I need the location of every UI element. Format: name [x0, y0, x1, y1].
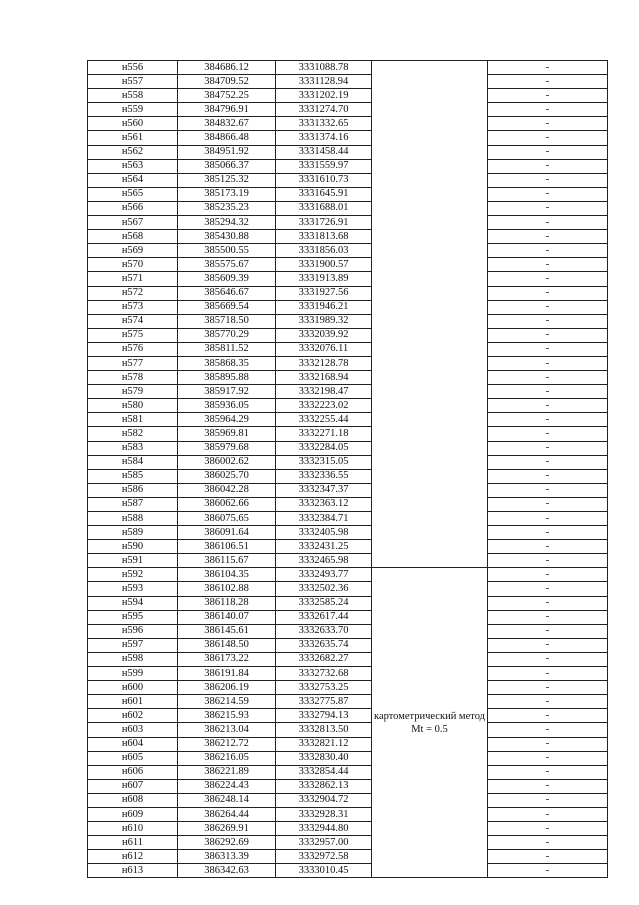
note-cell: -	[488, 765, 608, 779]
x-coordinate-cell: 385895.88	[178, 371, 276, 385]
x-coordinate-cell: 386062.66	[178, 497, 276, 511]
x-coordinate-cell: 385718.50	[178, 314, 276, 328]
note-cell: -	[488, 286, 608, 300]
table-row	[88, 328, 608, 342]
note-cell: -	[488, 61, 608, 75]
x-coordinate-cell: 386002.62	[178, 455, 276, 469]
y-coordinate-cell: 3332775.87	[276, 695, 372, 709]
table-row	[88, 568, 608, 582]
y-coordinate-cell: 3331900.57	[276, 258, 372, 272]
note-cell: -	[488, 342, 608, 356]
y-coordinate-cell: 3332821.12	[276, 737, 372, 751]
table-row	[88, 187, 608, 201]
x-coordinate-cell: 385235.23	[178, 201, 276, 215]
point-id-cell: н613	[88, 864, 178, 878]
note-cell: -	[488, 103, 608, 117]
y-coordinate-cell: 3332972.58	[276, 850, 372, 864]
table-row	[88, 75, 608, 89]
table-row	[88, 709, 608, 723]
note-cell: -	[488, 258, 608, 272]
table-row	[88, 230, 608, 244]
table-row	[88, 667, 608, 681]
table-row	[88, 596, 608, 610]
x-coordinate-cell: 386118.28	[178, 596, 276, 610]
table-row	[88, 554, 608, 568]
x-coordinate-cell: 385575.67	[178, 258, 276, 272]
point-id-cell: н559	[88, 103, 178, 117]
x-coordinate-cell: 386264.44	[178, 807, 276, 821]
note-cell: -	[488, 413, 608, 427]
table-row	[88, 300, 608, 314]
table-row	[88, 610, 608, 624]
table-row	[88, 89, 608, 103]
table-row	[88, 526, 608, 540]
x-coordinate-cell: 385770.29	[178, 328, 276, 342]
y-coordinate-cell: 3332928.31	[276, 807, 372, 821]
y-coordinate-cell: 3332128.78	[276, 356, 372, 370]
point-id-cell: н606	[88, 765, 178, 779]
y-coordinate-cell: 3332284.05	[276, 441, 372, 455]
y-coordinate-cell: 3332502.36	[276, 582, 372, 596]
table-row	[88, 131, 608, 145]
y-coordinate-cell: 3331927.56	[276, 286, 372, 300]
y-coordinate-cell: 3332039.92	[276, 328, 372, 342]
x-coordinate-cell: 386214.59	[178, 695, 276, 709]
point-id-cell: н576	[88, 342, 178, 356]
table-row	[88, 399, 608, 413]
note-cell: -	[488, 371, 608, 385]
y-coordinate-cell: 3332347.37	[276, 483, 372, 497]
note-cell: -	[488, 89, 608, 103]
point-id-cell: н574	[88, 314, 178, 328]
x-coordinate-cell: 386313.39	[178, 850, 276, 864]
note-cell: -	[488, 624, 608, 638]
table-row	[88, 779, 608, 793]
y-coordinate-cell: 3331274.70	[276, 103, 372, 117]
point-id-cell: н611	[88, 836, 178, 850]
table-row	[88, 737, 608, 751]
y-coordinate-cell: 3331088.78	[276, 61, 372, 75]
x-coordinate-cell: 386115.67	[178, 554, 276, 568]
note-cell: -	[488, 751, 608, 765]
note-cell: -	[488, 554, 608, 568]
note-cell: -	[488, 300, 608, 314]
x-coordinate-cell: 385979.68	[178, 441, 276, 455]
note-cell: -	[488, 455, 608, 469]
y-coordinate-cell: 3332315.05	[276, 455, 372, 469]
point-id-cell: н565	[88, 187, 178, 201]
x-coordinate-cell: 386091.64	[178, 526, 276, 540]
point-id-cell: н592	[88, 568, 178, 582]
y-coordinate-cell: 3331374.16	[276, 131, 372, 145]
note-cell: -	[488, 272, 608, 286]
table-row	[88, 695, 608, 709]
y-coordinate-cell: 3331688.01	[276, 201, 372, 215]
point-id-cell: н581	[88, 413, 178, 427]
y-coordinate-cell: 3331610.73	[276, 173, 372, 187]
note-cell: -	[488, 356, 608, 370]
table-row	[88, 681, 608, 695]
x-coordinate-cell: 385125.32	[178, 173, 276, 187]
note-cell: -	[488, 131, 608, 145]
y-coordinate-cell: 3331726.91	[276, 216, 372, 230]
y-coordinate-cell: 3331645.91	[276, 187, 372, 201]
table-row	[88, 765, 608, 779]
y-coordinate-cell: 3332854.44	[276, 765, 372, 779]
note-cell: -	[488, 216, 608, 230]
point-id-cell: н571	[88, 272, 178, 286]
table-row	[88, 624, 608, 638]
point-id-cell: н589	[88, 526, 178, 540]
table-row	[88, 173, 608, 187]
table-row	[88, 258, 608, 272]
table-row	[88, 540, 608, 554]
x-coordinate-cell: 386213.04	[178, 723, 276, 737]
note-cell: -	[488, 385, 608, 399]
x-coordinate-cell: 385868.35	[178, 356, 276, 370]
y-coordinate-cell: 3332405.98	[276, 526, 372, 540]
note-cell: -	[488, 441, 608, 455]
table-row	[88, 455, 608, 469]
y-coordinate-cell: 3333010.45	[276, 864, 372, 878]
y-coordinate-cell: 3332633.70	[276, 624, 372, 638]
point-id-cell: н579	[88, 385, 178, 399]
table-row	[88, 103, 608, 117]
point-id-cell: н588	[88, 512, 178, 526]
note-cell: -	[488, 314, 608, 328]
point-id-cell: н585	[88, 469, 178, 483]
y-coordinate-cell: 3331813.68	[276, 230, 372, 244]
table-row	[88, 61, 608, 75]
note-cell: -	[488, 723, 608, 737]
note-cell: -	[488, 582, 608, 596]
table-row	[88, 483, 608, 497]
table-row	[88, 371, 608, 385]
note-cell: -	[488, 512, 608, 526]
table-row	[88, 469, 608, 483]
y-coordinate-cell: 3332198.47	[276, 385, 372, 399]
point-id-cell: н591	[88, 554, 178, 568]
x-coordinate-cell: 386342.63	[178, 864, 276, 878]
y-coordinate-cell: 3332363.12	[276, 497, 372, 511]
table-row	[88, 652, 608, 666]
table-row	[88, 497, 608, 511]
x-coordinate-cell: 384866.48	[178, 131, 276, 145]
point-id-cell: н568	[88, 230, 178, 244]
x-coordinate-cell: 385500.55	[178, 244, 276, 258]
point-id-cell: н587	[88, 497, 178, 511]
note-cell: -	[488, 807, 608, 821]
y-coordinate-cell: 3332223.02	[276, 399, 372, 413]
y-coordinate-cell: 3332944.80	[276, 822, 372, 836]
point-id-cell: н594	[88, 596, 178, 610]
point-id-cell: н578	[88, 371, 178, 385]
note-cell: -	[488, 117, 608, 131]
note-cell: -	[488, 526, 608, 540]
y-coordinate-cell: 3332794.13	[276, 709, 372, 723]
note-cell: -	[488, 596, 608, 610]
point-id-cell: н561	[88, 131, 178, 145]
x-coordinate-cell: 385294.32	[178, 216, 276, 230]
table-row	[88, 822, 608, 836]
x-coordinate-cell: 386224.43	[178, 779, 276, 793]
note-cell: -	[488, 695, 608, 709]
table-row	[88, 145, 608, 159]
y-coordinate-cell: 3332957.00	[276, 836, 372, 850]
point-id-cell: н610	[88, 822, 178, 836]
y-coordinate-cell: 3332830.40	[276, 751, 372, 765]
x-coordinate-cell: 385964.29	[178, 413, 276, 427]
x-coordinate-cell: 385917.92	[178, 385, 276, 399]
point-id-cell: н572	[88, 286, 178, 300]
note-cell: -	[488, 201, 608, 215]
point-id-cell: н567	[88, 216, 178, 230]
y-coordinate-cell: 3332732.68	[276, 667, 372, 681]
point-id-cell: н609	[88, 807, 178, 821]
note-cell: -	[488, 399, 608, 413]
point-id-cell: н602	[88, 709, 178, 723]
note-cell: -	[488, 230, 608, 244]
x-coordinate-cell: 384709.52	[178, 75, 276, 89]
point-id-cell: н608	[88, 793, 178, 807]
point-id-cell: н575	[88, 328, 178, 342]
x-coordinate-cell: 386042.28	[178, 483, 276, 497]
y-coordinate-cell: 3331128.94	[276, 75, 372, 89]
x-coordinate-cell: 385609.39	[178, 272, 276, 286]
y-coordinate-cell: 3332168.94	[276, 371, 372, 385]
x-coordinate-cell: 386269.91	[178, 822, 276, 836]
x-coordinate-cell: 386212.72	[178, 737, 276, 751]
x-coordinate-cell: 386102.88	[178, 582, 276, 596]
note-cell: -	[488, 568, 608, 582]
y-coordinate-cell: 3332465.98	[276, 554, 372, 568]
point-id-cell: н558	[88, 89, 178, 103]
x-coordinate-cell: 385811.52	[178, 342, 276, 356]
x-coordinate-cell: 385173.19	[178, 187, 276, 201]
coordinates-table-body	[88, 61, 608, 878]
table-row	[88, 272, 608, 286]
point-id-cell: н564	[88, 173, 178, 187]
y-coordinate-cell: 3332271.18	[276, 427, 372, 441]
x-coordinate-cell: 385430.88	[178, 230, 276, 244]
y-coordinate-cell: 3332813.50	[276, 723, 372, 737]
note-cell: -	[488, 540, 608, 554]
table-row	[88, 850, 608, 864]
table-row	[88, 427, 608, 441]
point-id-cell: н566	[88, 201, 178, 215]
point-id-cell: н595	[88, 610, 178, 624]
y-coordinate-cell: 3332585.24	[276, 596, 372, 610]
note-cell: -	[488, 483, 608, 497]
point-id-cell: н556	[88, 61, 178, 75]
table-row	[88, 793, 608, 807]
note-cell: -	[488, 145, 608, 159]
table-row	[88, 385, 608, 399]
point-id-cell: н584	[88, 455, 178, 469]
y-coordinate-cell: 3332682.27	[276, 652, 372, 666]
x-coordinate-cell: 386075.65	[178, 512, 276, 526]
point-id-cell: н557	[88, 75, 178, 89]
table-row	[88, 638, 608, 652]
point-id-cell: н560	[88, 117, 178, 131]
table-row	[88, 244, 608, 258]
y-coordinate-cell: 3331332.65	[276, 117, 372, 131]
y-coordinate-cell: 3332862.13	[276, 779, 372, 793]
x-coordinate-cell: 385669.54	[178, 300, 276, 314]
x-coordinate-cell: 386148.50	[178, 638, 276, 652]
note-cell: -	[488, 159, 608, 173]
y-coordinate-cell: 3332493.77	[276, 568, 372, 582]
x-coordinate-cell: 386191.84	[178, 667, 276, 681]
point-id-cell: н603	[88, 723, 178, 737]
x-coordinate-cell: 386292.69	[178, 836, 276, 850]
table-row	[88, 201, 608, 215]
x-coordinate-cell: 384832.67	[178, 117, 276, 131]
note-cell: -	[488, 427, 608, 441]
point-id-cell: н600	[88, 681, 178, 695]
note-cell: -	[488, 793, 608, 807]
point-id-cell: н590	[88, 540, 178, 554]
y-coordinate-cell: 3332617.44	[276, 610, 372, 624]
table-row	[88, 117, 608, 131]
point-id-cell: н596	[88, 624, 178, 638]
table-row	[88, 441, 608, 455]
y-coordinate-cell: 3332753.25	[276, 681, 372, 695]
x-coordinate-cell: 385646.67	[178, 286, 276, 300]
table-row	[88, 314, 608, 328]
x-coordinate-cell: 384686.12	[178, 61, 276, 75]
point-id-cell: н593	[88, 582, 178, 596]
point-id-cell: н573	[88, 300, 178, 314]
y-coordinate-cell: 3332336.55	[276, 469, 372, 483]
table-row	[88, 723, 608, 737]
table-row	[88, 582, 608, 596]
table-row	[88, 413, 608, 427]
table-row	[88, 836, 608, 850]
point-id-cell: н580	[88, 399, 178, 413]
note-cell: -	[488, 328, 608, 342]
note-cell: -	[488, 173, 608, 187]
note-cell: -	[488, 497, 608, 511]
y-coordinate-cell: 3331458.44	[276, 145, 372, 159]
x-coordinate-cell: 386248.14	[178, 793, 276, 807]
y-coordinate-cell: 3332384.71	[276, 512, 372, 526]
point-id-cell: н582	[88, 427, 178, 441]
note-cell: -	[488, 709, 608, 723]
table-row	[88, 342, 608, 356]
note-cell: -	[488, 469, 608, 483]
y-coordinate-cell: 3332076.11	[276, 342, 372, 356]
y-coordinate-cell: 3332904.72	[276, 793, 372, 807]
note-cell: -	[488, 75, 608, 89]
point-id-cell: н569	[88, 244, 178, 258]
point-id-cell: н562	[88, 145, 178, 159]
table-row	[88, 216, 608, 230]
note-cell: -	[488, 850, 608, 864]
point-id-cell: н607	[88, 779, 178, 793]
y-coordinate-cell: 3331559.97	[276, 159, 372, 173]
note-cell: -	[488, 822, 608, 836]
note-cell: -	[488, 667, 608, 681]
note-cell: -	[488, 652, 608, 666]
point-id-cell: н604	[88, 737, 178, 751]
x-coordinate-cell: 384752.25	[178, 89, 276, 103]
x-coordinate-cell: 386216.05	[178, 751, 276, 765]
point-id-cell: н597	[88, 638, 178, 652]
y-coordinate-cell: 3331856.03	[276, 244, 372, 258]
x-coordinate-cell: 384796.91	[178, 103, 276, 117]
note-cell: -	[488, 864, 608, 878]
method-cell: картометрический метод Mt = 0.5	[372, 568, 488, 878]
point-id-cell: н583	[88, 441, 178, 455]
x-coordinate-cell: 386206.19	[178, 681, 276, 695]
method-cell	[372, 61, 488, 568]
x-coordinate-cell: 384951.92	[178, 145, 276, 159]
table-row	[88, 807, 608, 821]
x-coordinate-cell: 386104.35	[178, 568, 276, 582]
note-cell: -	[488, 244, 608, 258]
x-coordinate-cell: 385969.81	[178, 427, 276, 441]
point-id-cell: н586	[88, 483, 178, 497]
point-id-cell: н599	[88, 667, 178, 681]
y-coordinate-cell: 3332635.74	[276, 638, 372, 652]
x-coordinate-cell: 385066.37	[178, 159, 276, 173]
note-cell: -	[488, 610, 608, 624]
y-coordinate-cell: 3332255.44	[276, 413, 372, 427]
note-cell: -	[488, 779, 608, 793]
note-cell: -	[488, 737, 608, 751]
note-cell: -	[488, 836, 608, 850]
coordinates-table	[87, 60, 608, 878]
point-id-cell: н563	[88, 159, 178, 173]
point-id-cell: н570	[88, 258, 178, 272]
x-coordinate-cell: 385936.05	[178, 399, 276, 413]
table-row	[88, 159, 608, 173]
y-coordinate-cell: 3331989.32	[276, 314, 372, 328]
note-cell: -	[488, 638, 608, 652]
point-id-cell: н601	[88, 695, 178, 709]
point-id-cell: н598	[88, 652, 178, 666]
table-row	[88, 286, 608, 300]
note-cell: -	[488, 681, 608, 695]
x-coordinate-cell: 386173.22	[178, 652, 276, 666]
note-cell: -	[488, 187, 608, 201]
x-coordinate-cell: 386145.61	[178, 624, 276, 638]
y-coordinate-cell: 3331946.21	[276, 300, 372, 314]
y-coordinate-cell: 3331913.89	[276, 272, 372, 286]
table-row	[88, 864, 608, 878]
point-id-cell: н605	[88, 751, 178, 765]
point-id-cell: н577	[88, 356, 178, 370]
x-coordinate-cell: 386221.89	[178, 765, 276, 779]
x-coordinate-cell: 386140.07	[178, 610, 276, 624]
table-row	[88, 512, 608, 526]
table-row	[88, 356, 608, 370]
point-id-cell: н612	[88, 850, 178, 864]
table-row	[88, 751, 608, 765]
x-coordinate-cell: 386106.51	[178, 540, 276, 554]
y-coordinate-cell: 3332431.25	[276, 540, 372, 554]
x-coordinate-cell: 386025.70	[178, 469, 276, 483]
y-coordinate-cell: 3331202.19	[276, 89, 372, 103]
x-coordinate-cell: 386215.93	[178, 709, 276, 723]
